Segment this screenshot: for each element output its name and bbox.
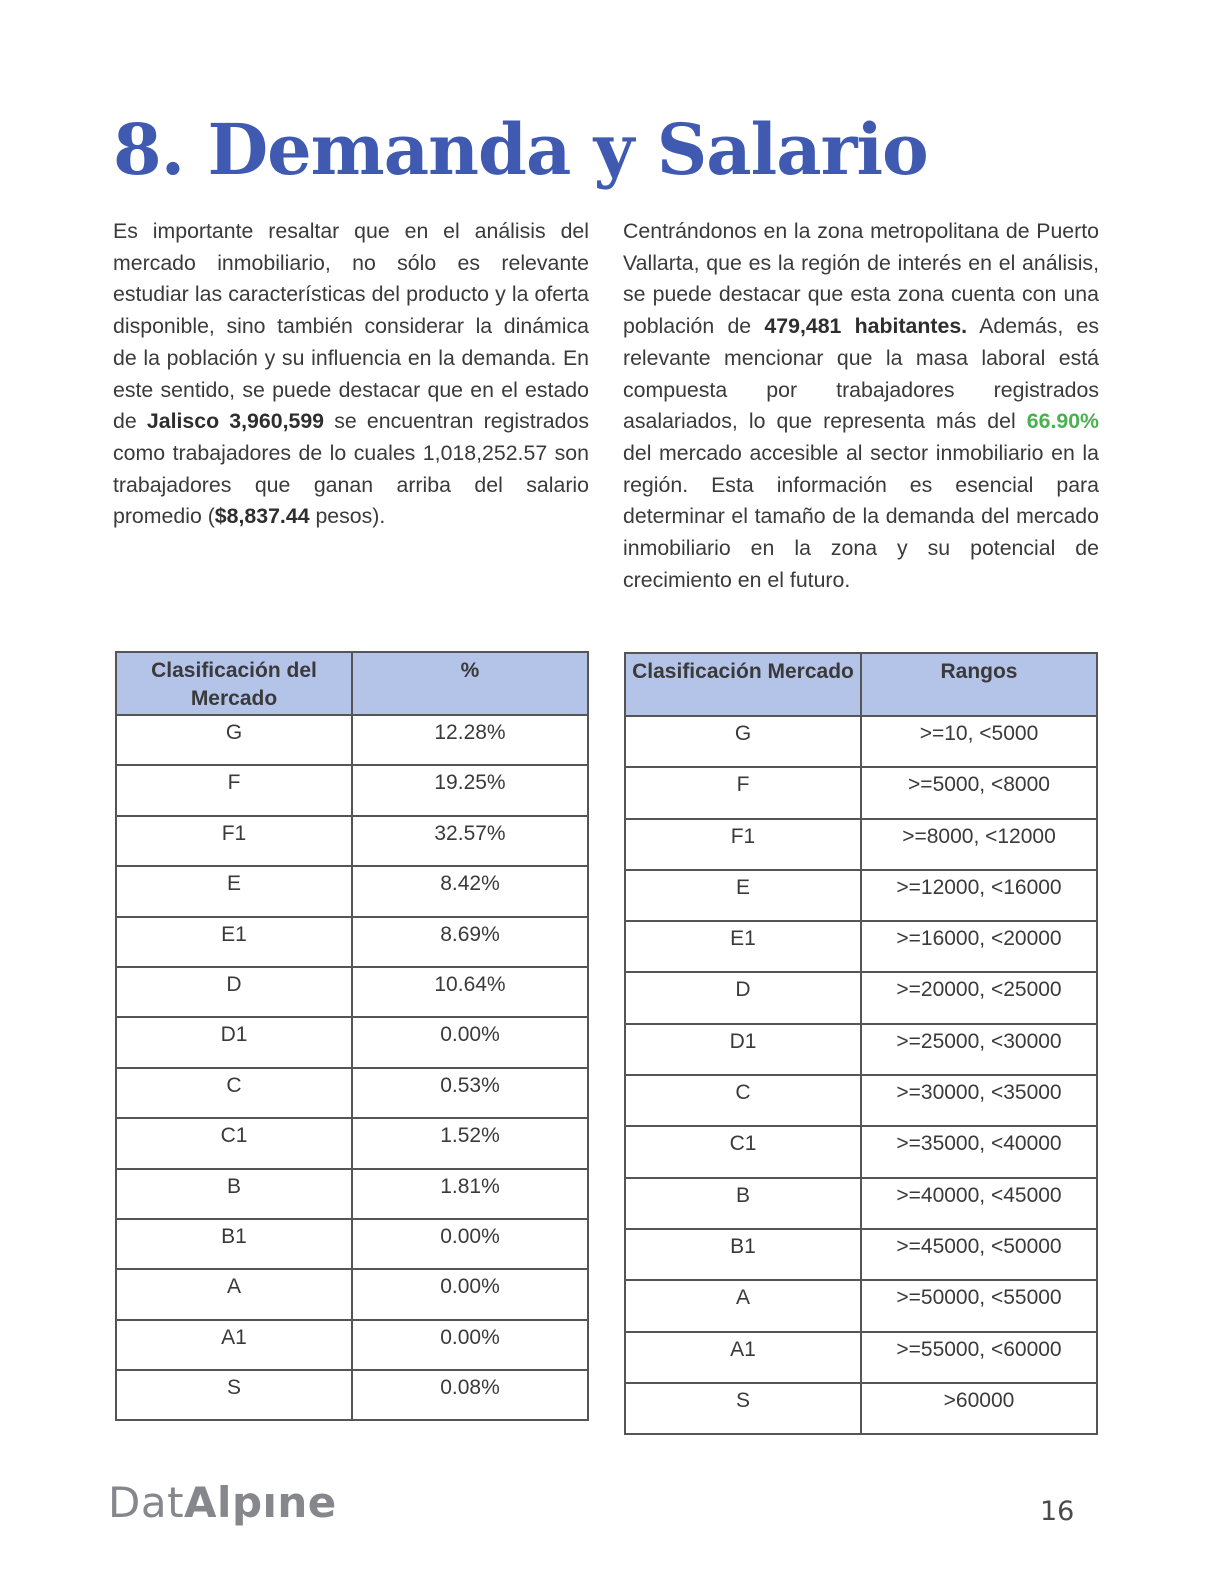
table-row (116, 967, 588, 1017)
cell-value: >=45000, <50000 (861, 1229, 1097, 1280)
cell-classification: E (625, 870, 861, 921)
table-row (116, 1169, 588, 1219)
cell-classification: F1 (625, 819, 861, 870)
cell-value: >=35000, <40000 (861, 1126, 1097, 1177)
table-row (116, 1370, 588, 1420)
table-row (625, 716, 1097, 767)
table-row (116, 715, 588, 765)
cell-value: 0.53% (352, 1068, 588, 1118)
cell-classification: B1 (116, 1219, 352, 1269)
cell-value: >=30000, <35000 (861, 1075, 1097, 1126)
cell-value: >=12000, <16000 (861, 870, 1097, 921)
cell-classification: E (116, 866, 352, 916)
market-ranges-table (624, 652, 1098, 1435)
table-row (625, 1383, 1097, 1434)
cell-value: 1.81% (352, 1169, 588, 1219)
right-text-1: Centrándonos en la zona metropolitana de Puerto Vallarta, que es la región de interés en el análisis, se puede destacar que esta zona cuenta con una población de (623, 219, 1099, 339)
table-row (625, 1229, 1097, 1280)
cell-classification: F (116, 765, 352, 815)
cell-classification: C (625, 1075, 861, 1126)
cell-classification: C1 (625, 1126, 861, 1177)
cell-classification: B (116, 1169, 352, 1219)
table-row (625, 870, 1097, 921)
cell-value: >60000 (861, 1383, 1097, 1434)
header-classification: Clasificación del Mercado (116, 652, 352, 715)
cell-classification: S (625, 1383, 861, 1434)
logo-text-regular: Dat (108, 1478, 185, 1527)
cell-value: >=8000, <12000 (861, 819, 1097, 870)
cell-classification: E1 (116, 917, 352, 967)
cell-classification: G (116, 715, 352, 765)
cell-value: >=50000, <55000 (861, 1280, 1097, 1331)
cell-classification: A (625, 1280, 861, 1331)
market-percent-table-body (116, 715, 588, 1420)
cell-classification: G (625, 716, 861, 767)
cell-value: >=20000, <25000 (861, 972, 1097, 1023)
table-row (116, 1118, 588, 1168)
header-percent: % (352, 652, 588, 715)
cell-value: 0.00% (352, 1269, 588, 1319)
page-number: 16 (1040, 1496, 1075, 1527)
cell-classification: C (116, 1068, 352, 1118)
cell-classification: E1 (625, 921, 861, 972)
cell-classification: B1 (625, 1229, 861, 1280)
cell-classification: A (116, 1269, 352, 1319)
table-row (625, 1075, 1097, 1126)
right-bold-population: 479,481 habitantes. (764, 314, 968, 339)
header-ranges: Rangos (861, 653, 1097, 716)
right-text-3: del mercado accesible al sector inmobiliario en la región. Esta información es esencial para determinar el tamaño de la demanda del mercado inmobiliario en la zona y su potencial de crecimiento en el futuro. (623, 440, 1099, 592)
cell-classification: D1 (116, 1017, 352, 1067)
cell-value: 0.00% (352, 1017, 588, 1067)
cell-classification: A1 (116, 1320, 352, 1370)
cell-value: >=5000, <8000 (861, 767, 1097, 818)
table-row (116, 816, 588, 866)
table-row (625, 921, 1097, 972)
cell-classification: D (625, 972, 861, 1023)
cell-classification: A1 (625, 1332, 861, 1383)
table-row (625, 972, 1097, 1023)
table-row (116, 1017, 588, 1067)
table-row (625, 1280, 1097, 1331)
left-bold-jalisco: Jalisco 3,960,599 (146, 409, 325, 434)
table-row (625, 819, 1097, 870)
cell-value: 0.00% (352, 1219, 588, 1269)
table-header-row (625, 653, 1097, 716)
cell-value: 0.08% (352, 1370, 588, 1420)
table-row (116, 1269, 588, 1319)
cell-classification: C1 (116, 1118, 352, 1168)
cell-value: >=16000, <20000 (861, 921, 1097, 972)
table-row (625, 1178, 1097, 1229)
table-row (116, 1219, 588, 1269)
table-row (116, 917, 588, 967)
left-text-2: se encuentran registrados como trabajadores de lo cuales 1,018,252.57 son trabajadores que ganan arriba del salario promedio ( (113, 409, 589, 529)
cell-value: 10.64% (352, 967, 588, 1017)
logo-text-bold: Alpıne (184, 1478, 337, 1527)
table-row (116, 866, 588, 916)
table-row (116, 1320, 588, 1370)
table-row (116, 1068, 588, 1118)
cell-value: >=25000, <30000 (861, 1024, 1097, 1075)
left-text-3: pesos). (309, 504, 386, 529)
datalpine-logo (108, 1478, 337, 1527)
cell-classification: B (625, 1178, 861, 1229)
cell-value: >=40000, <45000 (861, 1178, 1097, 1229)
page-title: 8. Demanda y Salario (113, 108, 928, 191)
table-header-row (116, 652, 588, 715)
cell-value: 1.52% (352, 1118, 588, 1168)
cell-value: 32.57% (352, 816, 588, 866)
cell-classification: D1 (625, 1024, 861, 1075)
cell-value: 19.25% (352, 765, 588, 815)
table-row (116, 765, 588, 815)
cell-classification: F (625, 767, 861, 818)
cell-classification: S (116, 1370, 352, 1420)
cell-value: 8.42% (352, 866, 588, 916)
right-green-percent: 66.90% (1026, 409, 1099, 434)
table-row (625, 1024, 1097, 1075)
cell-value: 0.00% (352, 1320, 588, 1370)
cell-value: 8.69% (352, 917, 588, 967)
header-classification: Clasificación Mercado (625, 653, 861, 716)
table-row (625, 1126, 1097, 1177)
table-row (625, 1332, 1097, 1383)
right-paragraph (623, 216, 1099, 596)
cell-value: >=10, <5000 (861, 716, 1097, 767)
right-text-2: Además, es relevante mencionar que la masa laboral está compuesta por trabajadores registrados asalariados, lo que representa más del (623, 314, 1099, 434)
cell-value: 12.28% (352, 715, 588, 765)
cell-classification: F1 (116, 816, 352, 866)
table-row (625, 767, 1097, 818)
left-paragraph (113, 216, 589, 533)
cell-value: >=55000, <60000 (861, 1332, 1097, 1383)
market-ranges-table-body (625, 716, 1097, 1434)
left-bold-salary: $8,837.44 (214, 504, 310, 529)
left-text-1: Es importante resaltar que en el análisis del mercado inmobiliario, no sólo es relevante estudiar las características del producto y la oferta disponible, sino también considerar la dinámica de la población y su influencia en la demanda. En este sentido, se puede destacar que en el estado de (113, 219, 589, 434)
market-percent-table (115, 651, 589, 1421)
cell-classification: D (116, 967, 352, 1017)
